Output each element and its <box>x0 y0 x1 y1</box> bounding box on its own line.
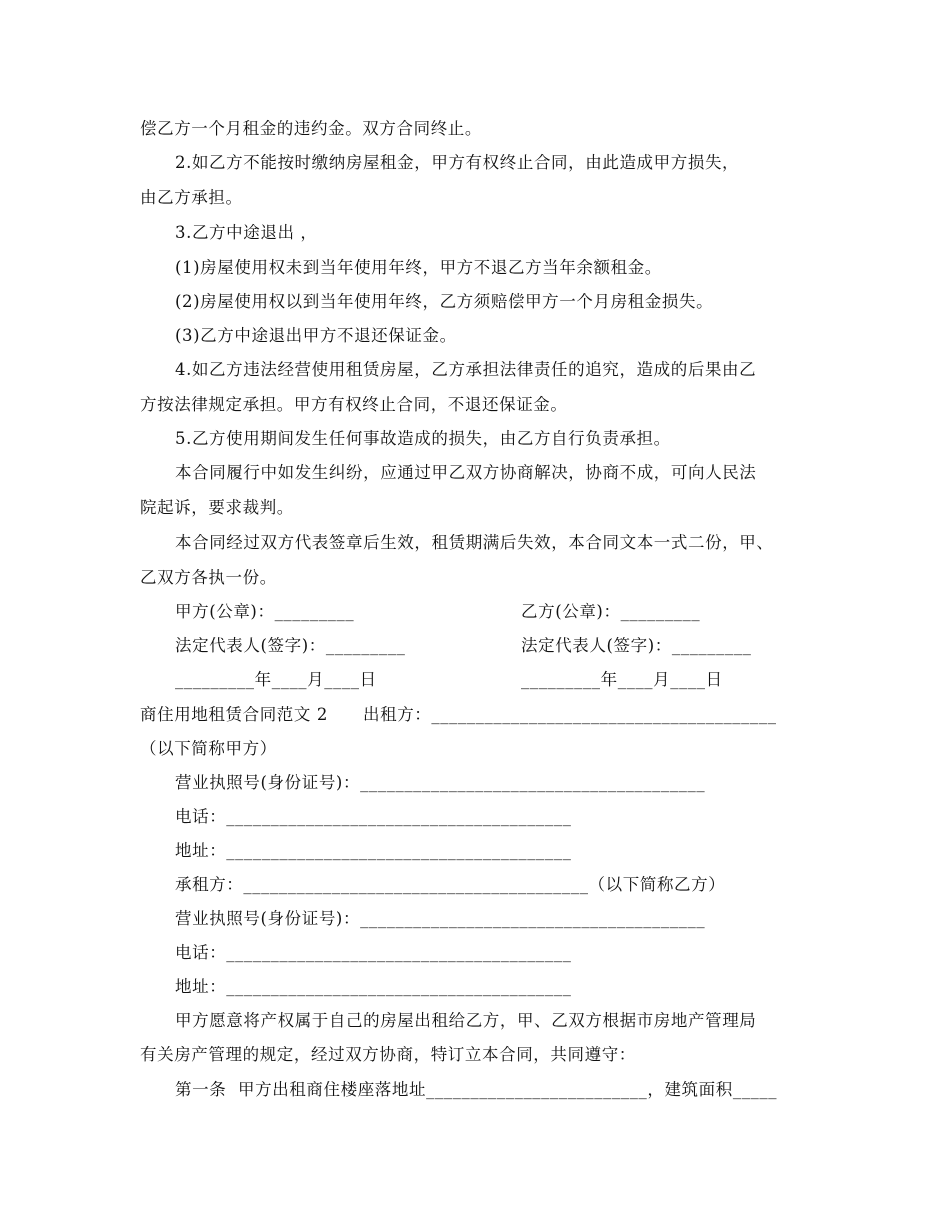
party-b-seal: 乙方(公章)：_________ <box>521 602 701 621</box>
text-line: (3)乙方中途退出甲方不退还保证金。 <box>175 326 457 345</box>
party-b-date: _________年____月____日 <box>521 670 723 689</box>
party-a-seal: 甲方(公章)：_________ <box>175 602 355 621</box>
text-line: (1)房屋使用权未到当年使用年终，甲方不退乙方当年余额租金。 <box>175 258 662 277</box>
text-line: 2.如乙方不能按时缴纳房屋租金，甲方有权终止合同，由此造成甲方损失， <box>175 153 740 172</box>
text-line: 偿乙方一个月租金的违约金。双方合同终止。 <box>140 119 482 138</box>
lessee-address-field: 地址：_______________________________________ <box>175 977 572 996</box>
lessor-phone-field: 电话：_______________________________________ <box>175 807 572 826</box>
lessee-field: 承租方：_______________________________________（以下简称乙方） <box>175 875 726 894</box>
text-line: 3.乙方中途退出 ， <box>175 223 318 242</box>
text-line: 由乙方承担。 <box>140 188 243 207</box>
party-b-representative: 法定代表人(签字)：_________ <box>521 636 752 655</box>
article-1: 第一条 甲方出租商住楼座落地址_________________________，建筑面积_____ <box>175 1080 778 1099</box>
text-line: 甲方愿意将产权属于自己的房屋出租给乙方，甲、乙双方根据市房地产管理局 <box>175 1011 757 1030</box>
contract-2-heading: 商住用地租赁合同范文 2 出租方：_______________________________________ <box>140 705 777 724</box>
party-a-representative: 法定代表人(签字)：_________ <box>175 636 406 655</box>
text-line: 4.如乙方违法经营使用租赁房屋，乙方承担法律责任的追究，造成的后果由乙 <box>175 360 757 379</box>
text-line: 院起诉，要求裁判。 <box>140 498 294 517</box>
lessee-phone-field: 电话：_______________________________________ <box>175 943 572 962</box>
text-line: 方按法律规定承担。甲方有权终止合同，不退还保证金。 <box>140 395 568 414</box>
text-line: 本合同履行中如发生纠纷，应通过甲乙双方协商解决，协商不成，可向人民法 <box>175 463 757 482</box>
party-a-date: _________年____月____日 <box>175 670 377 689</box>
text-line: 本合同经过双方代表签章后生效，租赁期满后失效，本合同文本一式二份，甲、 <box>175 533 774 552</box>
text-line: 乙双方各执一份。 <box>140 568 277 587</box>
text-line: 有关房产管理的规定，经过双方协商，特订立本合同，共同遵守： <box>140 1045 636 1064</box>
lessor-license-field: 营业执照号(身份证号)：_______________________________________ <box>175 773 706 792</box>
lessor-address-field: 地址：_______________________________________ <box>175 841 572 860</box>
lessee-license-field: 营业执照号(身份证号)：_______________________________________ <box>175 909 706 928</box>
text-line: 5.乙方使用期间发生任何事故造成的损失，由乙方自行负责承担。 <box>175 429 671 448</box>
lessor-alias: （以下简称甲方） <box>140 739 277 758</box>
text-line: (2)房屋使用权以到当年使用年终，乙方须赔偿甲方一个月房租金损失。 <box>175 292 714 311</box>
